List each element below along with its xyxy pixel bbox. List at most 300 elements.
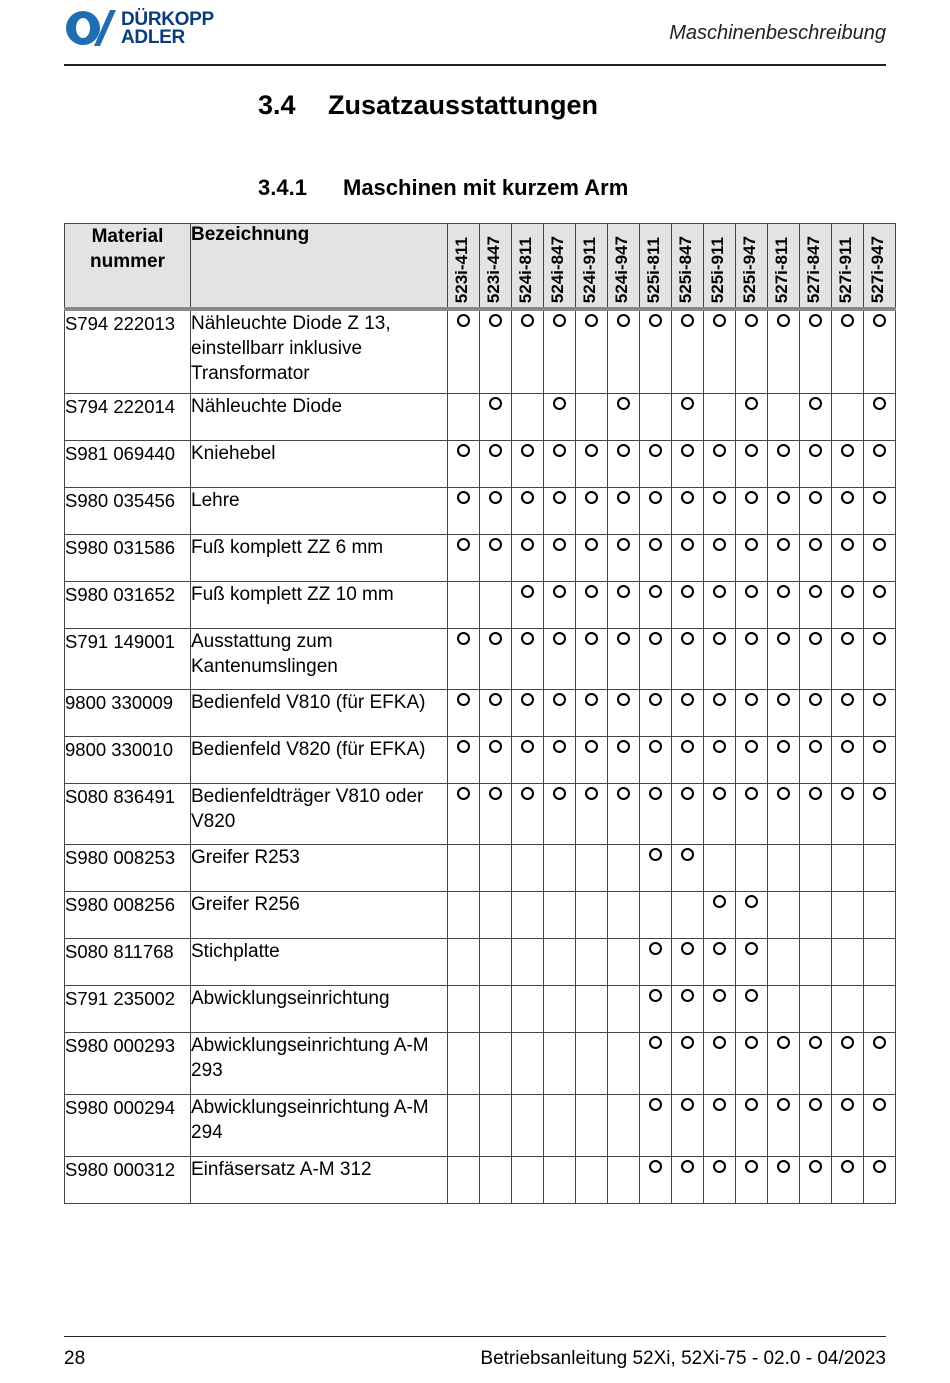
availability-cell — [832, 985, 864, 1032]
table-row — [65, 736, 896, 783]
availability-cell — [640, 440, 672, 487]
table-row — [65, 689, 896, 736]
available-circle-icon — [681, 693, 694, 706]
model-label: 523i-447 — [484, 235, 503, 303]
available-circle-icon — [553, 693, 566, 706]
available-circle-icon — [841, 1036, 854, 1049]
availability-cell — [832, 689, 864, 736]
availability-cell — [512, 736, 544, 783]
availability-cell — [864, 938, 896, 985]
availability-cell — [800, 736, 832, 783]
section-title: Zusatzausstattungen — [328, 90, 599, 120]
header-model-523i-447 — [480, 224, 512, 310]
available-circle-icon — [873, 1160, 886, 1173]
available-circle-icon — [777, 585, 790, 598]
availability-cell — [544, 1032, 576, 1094]
availability-cell — [480, 689, 512, 736]
availability-cell — [576, 689, 608, 736]
header-divider — [64, 64, 886, 66]
model-label: 523i-411 — [452, 236, 471, 303]
availability-cell — [736, 534, 768, 581]
available-circle-icon — [617, 787, 630, 800]
availability-cell — [576, 393, 608, 440]
available-circle-icon — [841, 740, 854, 753]
available-circle-icon — [809, 1036, 822, 1049]
available-circle-icon — [841, 314, 854, 327]
availability-cell — [800, 938, 832, 985]
availability-cell — [672, 487, 704, 534]
available-circle-icon — [553, 585, 566, 598]
available-circle-icon — [553, 397, 566, 410]
available-circle-icon — [585, 538, 598, 551]
available-circle-icon — [745, 397, 758, 410]
material-number-cell: S791 149001 — [65, 628, 191, 689]
availability-cell — [608, 581, 640, 628]
available-circle-icon — [777, 632, 790, 645]
availability-cell — [544, 891, 576, 938]
availability-cell — [512, 1094, 544, 1156]
availability-cell — [512, 783, 544, 844]
availability-cell — [512, 938, 544, 985]
available-circle-icon — [873, 740, 886, 753]
available-circle-icon — [681, 1036, 694, 1049]
availability-cell — [640, 736, 672, 783]
availability-cell — [704, 985, 736, 1032]
availability-cell — [704, 783, 736, 844]
available-circle-icon — [489, 632, 502, 645]
material-number-cell: S080 811768 — [65, 938, 191, 985]
available-circle-icon — [809, 538, 822, 551]
availability-cell — [576, 440, 608, 487]
available-circle-icon — [681, 1098, 694, 1111]
material-number-cell: S794 222014 — [65, 393, 191, 440]
available-circle-icon — [617, 538, 630, 551]
availability-cell — [448, 487, 480, 534]
header-model-527i-847 — [800, 224, 832, 310]
availability-cell — [608, 736, 640, 783]
availability-cell — [448, 1032, 480, 1094]
availability-cell — [608, 628, 640, 689]
available-circle-icon — [745, 314, 758, 327]
available-circle-icon — [745, 1160, 758, 1173]
availability-cell — [832, 844, 864, 891]
availability-cell — [864, 309, 896, 393]
document-reference: Betriebsanleitung 52Xi, 52Xi-75 - 02.0 - 04/2023 — [480, 1348, 886, 1369]
availability-cell — [832, 628, 864, 689]
available-circle-icon — [649, 693, 662, 706]
availability-cell — [480, 783, 512, 844]
availability-cell — [736, 689, 768, 736]
available-circle-icon — [713, 1160, 726, 1173]
available-circle-icon — [777, 444, 790, 457]
availability-cell — [640, 985, 672, 1032]
header-model-525i-911 — [704, 224, 736, 310]
availability-cell — [832, 891, 864, 938]
availability-cell — [544, 393, 576, 440]
availability-cell — [672, 985, 704, 1032]
availability-cell — [768, 938, 800, 985]
available-circle-icon — [841, 444, 854, 457]
availability-cell — [448, 1156, 480, 1203]
table-row — [65, 309, 896, 393]
model-label: 525i-947 — [740, 235, 759, 303]
material-number-cell: S980 000312 — [65, 1156, 191, 1203]
available-circle-icon — [649, 632, 662, 645]
available-circle-icon — [745, 895, 758, 908]
available-circle-icon — [553, 491, 566, 504]
availability-cell — [832, 487, 864, 534]
header-model-527i-911 — [832, 224, 864, 310]
table-row — [65, 783, 896, 844]
availability-cell — [640, 1094, 672, 1156]
available-circle-icon — [873, 787, 886, 800]
availability-cell — [704, 487, 736, 534]
subsection-heading — [258, 175, 628, 201]
availability-cell — [480, 440, 512, 487]
available-circle-icon — [841, 538, 854, 551]
available-circle-icon — [585, 444, 598, 457]
availability-cell — [480, 1032, 512, 1094]
available-circle-icon — [841, 787, 854, 800]
available-circle-icon — [713, 989, 726, 1002]
availability-cell — [512, 985, 544, 1032]
available-circle-icon — [777, 538, 790, 551]
header-model-525i-847 — [672, 224, 704, 310]
material-number-cell: S981 069440 — [65, 440, 191, 487]
available-circle-icon — [713, 444, 726, 457]
availability-cell — [608, 783, 640, 844]
availability-cell — [448, 736, 480, 783]
table-row — [65, 1032, 896, 1094]
model-label: 527i-811 — [772, 236, 791, 303]
availability-cell — [640, 393, 672, 440]
header-model-525i-811 — [640, 224, 672, 310]
available-circle-icon — [521, 444, 534, 457]
available-circle-icon — [585, 693, 598, 706]
material-number-cell: S794 222013 — [65, 309, 191, 393]
availability-cell — [480, 1156, 512, 1203]
available-circle-icon — [649, 1036, 662, 1049]
available-circle-icon — [873, 632, 886, 645]
availability-cell — [640, 628, 672, 689]
available-circle-icon — [809, 740, 822, 753]
available-circle-icon — [585, 585, 598, 598]
bezeichnung-cell: Greifer R256 — [191, 891, 448, 938]
available-circle-icon — [713, 585, 726, 598]
availability-cell — [672, 783, 704, 844]
availability-cell — [640, 783, 672, 844]
availability-cell — [736, 1094, 768, 1156]
material-number-cell: S980 008253 — [65, 844, 191, 891]
available-circle-icon — [649, 585, 662, 598]
available-circle-icon — [681, 848, 694, 861]
available-circle-icon — [713, 1098, 726, 1111]
availability-cell — [544, 534, 576, 581]
availability-cell — [864, 689, 896, 736]
availability-cell — [768, 1094, 800, 1156]
material-number-cell: S980 008256 — [65, 891, 191, 938]
availability-cell — [576, 783, 608, 844]
bezeichnung-cell: Abwicklungseinrichtung A-M 293 — [191, 1032, 448, 1094]
material-number-cell: S980 031652 — [65, 581, 191, 628]
table-row — [65, 581, 896, 628]
available-circle-icon — [873, 585, 886, 598]
availability-cell — [768, 309, 800, 393]
material-number-cell: 9800 330009 — [65, 689, 191, 736]
availability-cell — [704, 534, 736, 581]
availability-cell — [576, 891, 608, 938]
available-circle-icon — [809, 585, 822, 598]
available-circle-icon — [809, 397, 822, 410]
subsection-number: 3.4.1 — [258, 175, 307, 200]
availability-cell — [736, 736, 768, 783]
availability-cell — [704, 628, 736, 689]
availability-cell — [768, 1156, 800, 1203]
availability-cell — [544, 440, 576, 487]
availability-cell — [576, 309, 608, 393]
available-circle-icon — [649, 787, 662, 800]
available-circle-icon — [745, 491, 758, 504]
availability-cell — [832, 783, 864, 844]
availability-cell — [480, 985, 512, 1032]
availability-cell — [832, 1094, 864, 1156]
availability-cell — [736, 440, 768, 487]
available-circle-icon — [521, 538, 534, 551]
availability-cell — [864, 1094, 896, 1156]
availability-cell — [640, 891, 672, 938]
available-circle-icon — [681, 740, 694, 753]
availability-cell — [448, 393, 480, 440]
availability-cell — [736, 1156, 768, 1203]
availability-cell — [800, 1032, 832, 1094]
availability-cell — [480, 891, 512, 938]
availability-cell — [864, 440, 896, 487]
available-circle-icon — [457, 491, 470, 504]
available-circle-icon — [585, 632, 598, 645]
available-circle-icon — [809, 1160, 822, 1173]
availability-cell — [640, 1156, 672, 1203]
available-circle-icon — [777, 1036, 790, 1049]
availability-cell — [864, 736, 896, 783]
availability-cell — [608, 1032, 640, 1094]
availability-cell — [480, 938, 512, 985]
availability-cell — [704, 1094, 736, 1156]
material-number-cell: S980 035456 — [65, 487, 191, 534]
availability-cell — [704, 844, 736, 891]
model-label: 525i-847 — [676, 235, 695, 303]
available-circle-icon — [457, 740, 470, 753]
available-circle-icon — [489, 787, 502, 800]
material-number-cell: S980 000294 — [65, 1094, 191, 1156]
availability-cell — [800, 891, 832, 938]
availability-cell — [704, 581, 736, 628]
availability-cell — [832, 1156, 864, 1203]
available-circle-icon — [745, 585, 758, 598]
availability-cell — [608, 393, 640, 440]
model-label: 524i-947 — [612, 235, 631, 303]
availability-cell — [864, 783, 896, 844]
table-row — [65, 534, 896, 581]
header-model-527i-811 — [768, 224, 800, 310]
availability-cell — [800, 1094, 832, 1156]
availability-cell — [448, 891, 480, 938]
bezeichnung-cell: Bedienfeldträger V810 oder V820 — [191, 783, 448, 844]
availability-cell — [736, 487, 768, 534]
available-circle-icon — [873, 397, 886, 410]
availability-cell — [768, 581, 800, 628]
availability-cell — [736, 628, 768, 689]
availability-cell — [800, 393, 832, 440]
available-circle-icon — [841, 491, 854, 504]
available-circle-icon — [809, 632, 822, 645]
available-circle-icon — [745, 444, 758, 457]
available-circle-icon — [521, 787, 534, 800]
available-circle-icon — [713, 895, 726, 908]
availability-cell — [704, 440, 736, 487]
brand-logo — [64, 9, 234, 49]
availability-cell — [544, 985, 576, 1032]
available-circle-icon — [777, 1098, 790, 1111]
availability-cell — [480, 393, 512, 440]
availability-cell — [576, 581, 608, 628]
availability-cell — [544, 783, 576, 844]
availability-cell — [768, 1032, 800, 1094]
availability-cell — [704, 736, 736, 783]
available-circle-icon — [649, 444, 662, 457]
availability-cell — [512, 534, 544, 581]
availability-cell — [832, 309, 864, 393]
availability-cell — [800, 487, 832, 534]
section-number: 3.4 — [258, 90, 296, 120]
availability-cell — [576, 534, 608, 581]
available-circle-icon — [713, 693, 726, 706]
availability-cell — [448, 844, 480, 891]
availability-cell — [512, 628, 544, 689]
table-row — [65, 1094, 896, 1156]
available-circle-icon — [841, 1098, 854, 1111]
availability-cell — [800, 628, 832, 689]
available-circle-icon — [489, 538, 502, 551]
model-label: 524i-811 — [516, 236, 535, 303]
available-circle-icon — [777, 491, 790, 504]
availability-cell — [832, 938, 864, 985]
availability-cell — [736, 1032, 768, 1094]
availability-cell — [512, 440, 544, 487]
availability-cell — [768, 736, 800, 783]
availability-cell — [704, 1032, 736, 1094]
available-circle-icon — [457, 693, 470, 706]
availability-cell — [864, 393, 896, 440]
available-circle-icon — [553, 538, 566, 551]
available-circle-icon — [681, 585, 694, 598]
model-label: 527i-847 — [804, 235, 823, 303]
accessories-table — [64, 223, 896, 1204]
availability-cell — [672, 440, 704, 487]
header-model-524i-811 — [512, 224, 544, 310]
availability-cell — [768, 783, 800, 844]
availability-cell — [832, 581, 864, 628]
available-circle-icon — [649, 538, 662, 551]
availability-cell — [704, 393, 736, 440]
availability-cell — [512, 1156, 544, 1203]
available-circle-icon — [649, 740, 662, 753]
availability-cell — [544, 1094, 576, 1156]
bezeichnung-cell: Fuß komplett ZZ 6 mm — [191, 534, 448, 581]
available-circle-icon — [617, 314, 630, 327]
available-circle-icon — [873, 491, 886, 504]
availability-cell — [864, 628, 896, 689]
available-circle-icon — [585, 314, 598, 327]
available-circle-icon — [489, 693, 502, 706]
availability-cell — [544, 938, 576, 985]
available-circle-icon — [649, 942, 662, 955]
available-circle-icon — [521, 491, 534, 504]
available-circle-icon — [745, 942, 758, 955]
available-circle-icon — [745, 538, 758, 551]
bezeichnung-cell: Lehre — [191, 487, 448, 534]
availability-cell — [736, 985, 768, 1032]
header-material-line1: Material — [91, 226, 164, 247]
availability-cell — [768, 891, 800, 938]
availability-cell — [512, 393, 544, 440]
availability-cell — [800, 985, 832, 1032]
availability-cell — [576, 844, 608, 891]
available-circle-icon — [777, 740, 790, 753]
bezeichnung-cell: Ausstattung zum Kantenumslingen — [191, 628, 448, 689]
available-circle-icon — [873, 1036, 886, 1049]
availability-cell — [864, 891, 896, 938]
model-label: 525i-811 — [644, 236, 663, 303]
availability-cell — [768, 393, 800, 440]
available-circle-icon — [713, 314, 726, 327]
bezeichnung-cell: Nähleuchte Diode — [191, 393, 448, 440]
available-circle-icon — [457, 538, 470, 551]
available-circle-icon — [617, 693, 630, 706]
bezeichnung-cell: Stichplatte — [191, 938, 448, 985]
material-number-cell: S791 235002 — [65, 985, 191, 1032]
availability-cell — [736, 783, 768, 844]
available-circle-icon — [809, 1098, 822, 1111]
availability-cell — [576, 938, 608, 985]
available-circle-icon — [777, 693, 790, 706]
section-heading — [258, 90, 598, 121]
availability-cell — [864, 1156, 896, 1203]
available-circle-icon — [873, 1098, 886, 1111]
availability-cell — [480, 1094, 512, 1156]
availability-cell — [512, 844, 544, 891]
header-material-number — [65, 224, 191, 310]
availability-cell — [544, 581, 576, 628]
available-circle-icon — [617, 491, 630, 504]
header-model-523i-411 — [448, 224, 480, 310]
availability-cell — [608, 689, 640, 736]
bezeichnung-cell: Nähleuchte Diode Z 13, einstellbarr inklusive Transformator — [191, 309, 448, 393]
availability-cell — [800, 309, 832, 393]
availability-cell — [800, 1156, 832, 1203]
availability-cell — [608, 891, 640, 938]
availability-cell — [448, 689, 480, 736]
availability-cell — [640, 487, 672, 534]
availability-cell — [608, 1094, 640, 1156]
availability-cell — [672, 844, 704, 891]
available-circle-icon — [489, 491, 502, 504]
logo-text-line1: DÜRKOPP — [121, 9, 214, 30]
available-circle-icon — [841, 632, 854, 645]
availability-cell — [672, 1094, 704, 1156]
availability-cell — [672, 309, 704, 393]
availability-cell — [448, 783, 480, 844]
available-circle-icon — [873, 444, 886, 457]
